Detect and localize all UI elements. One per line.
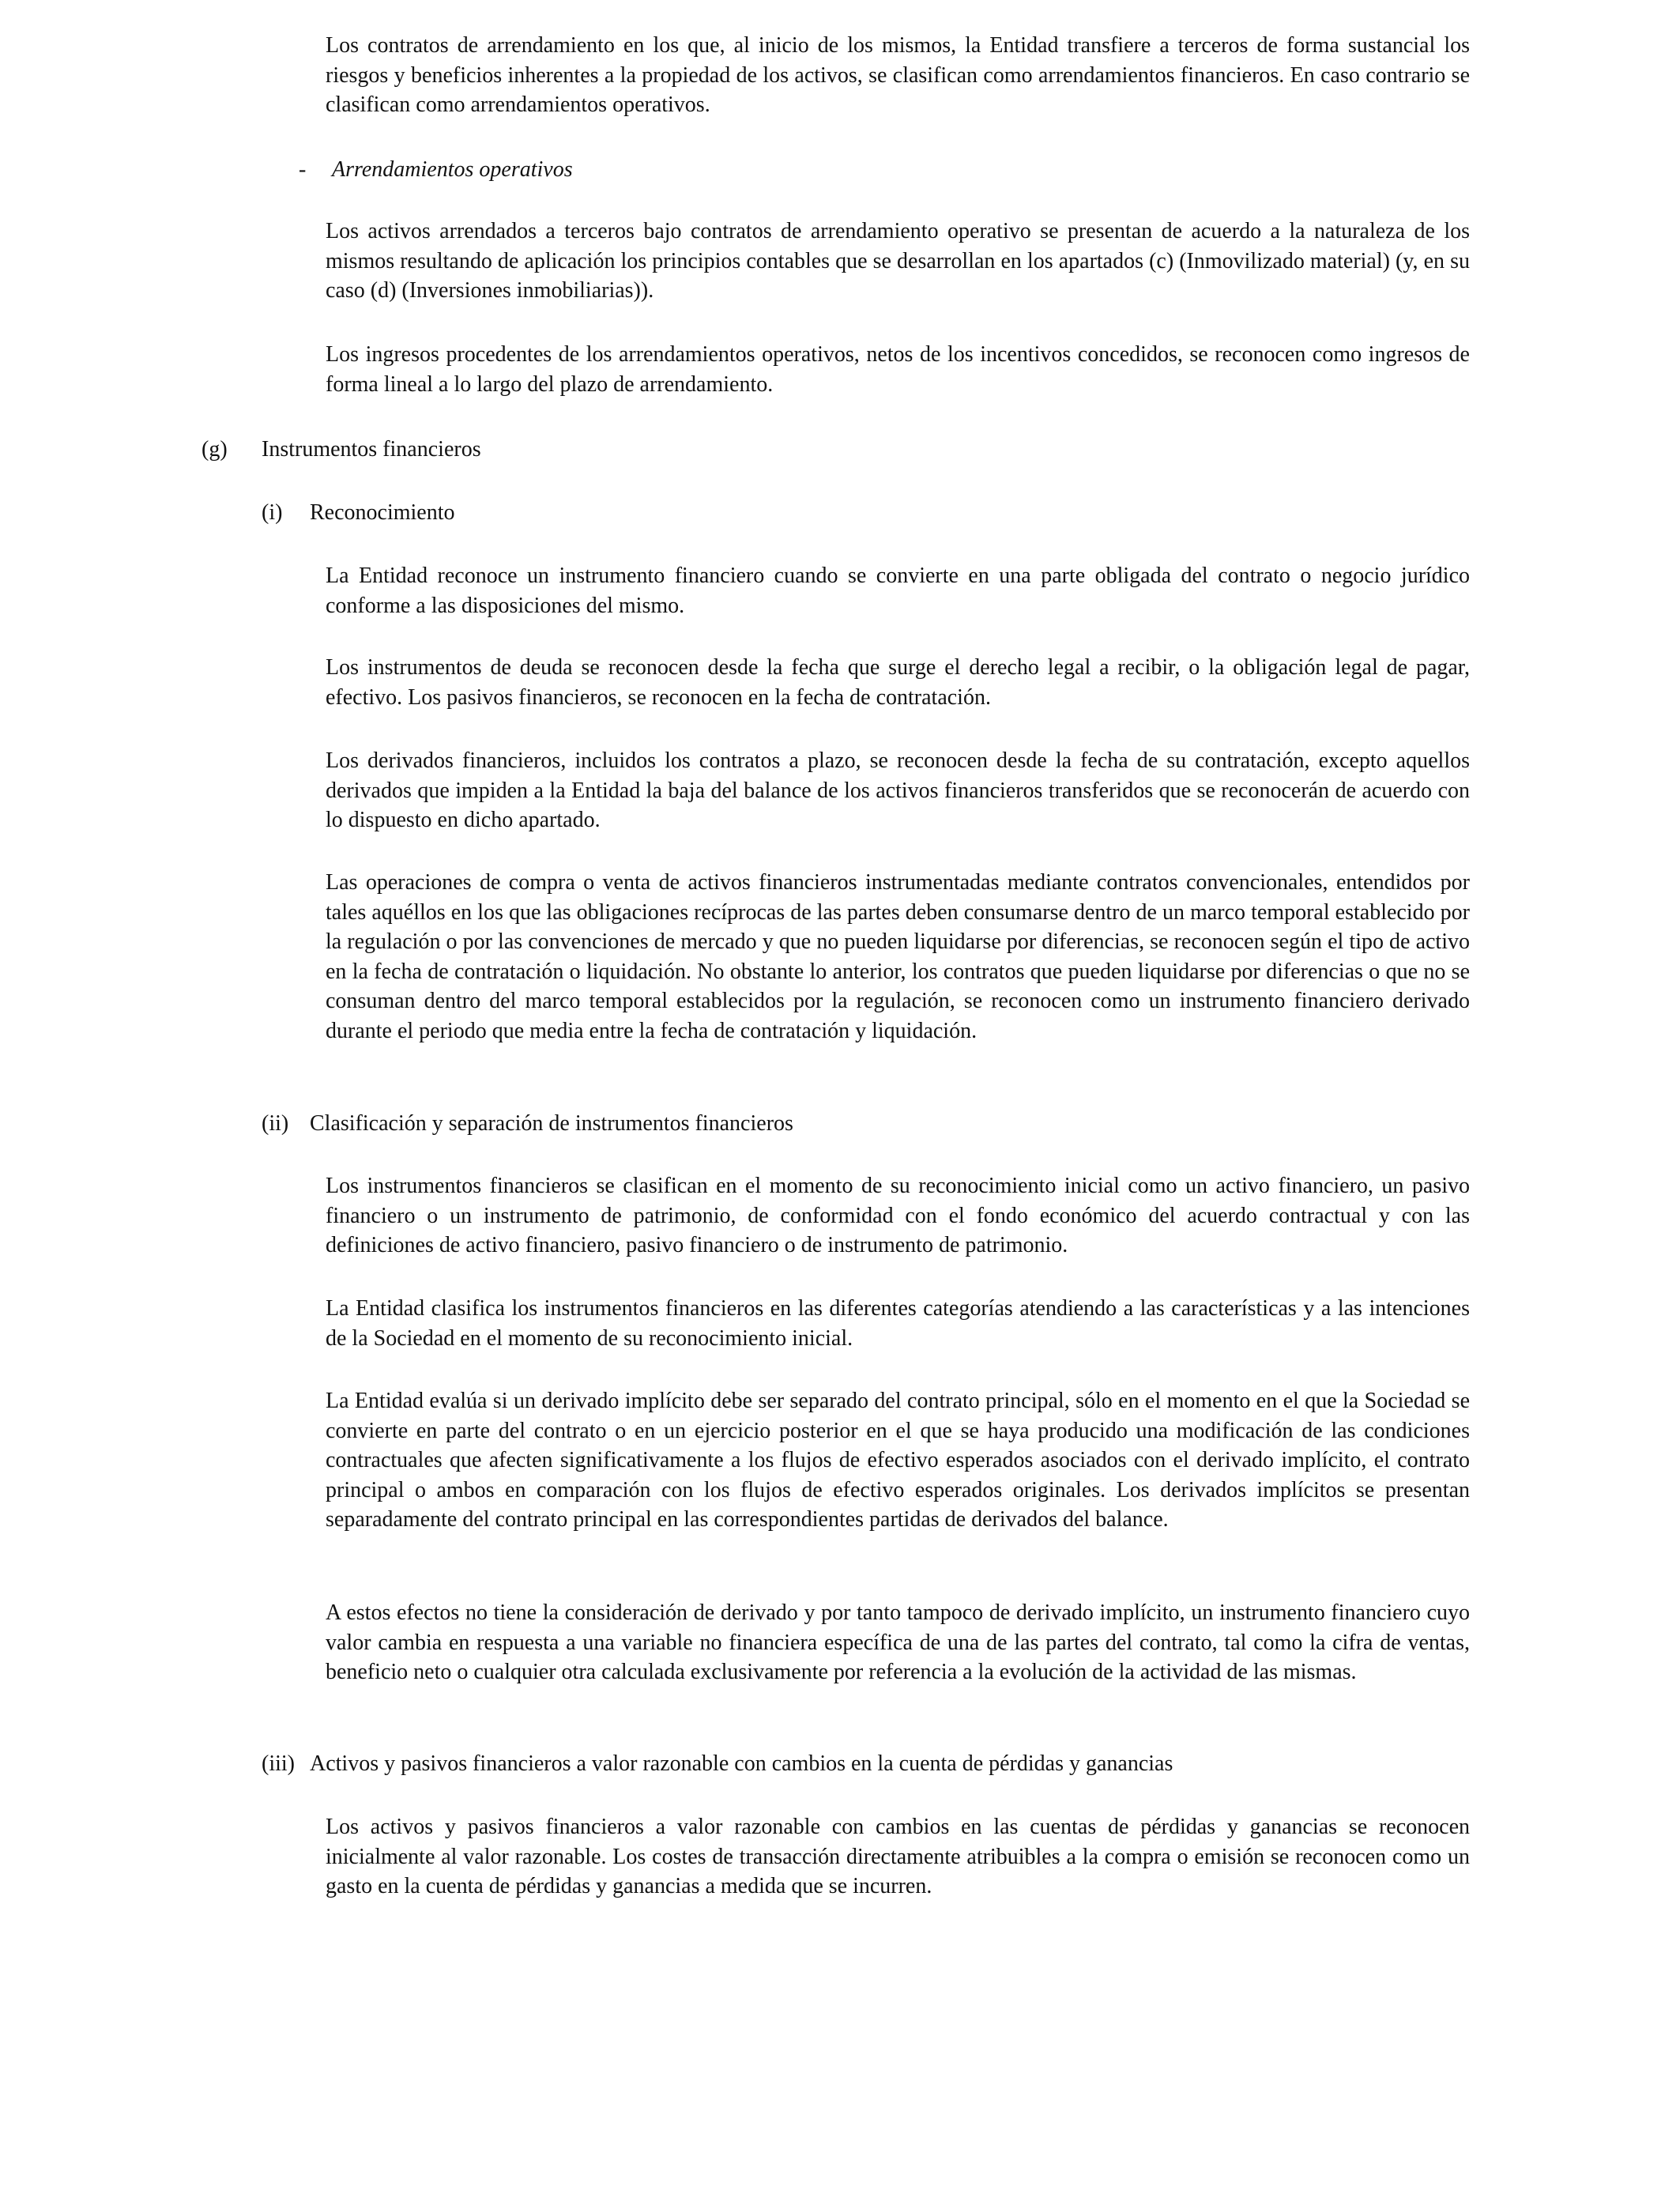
paragraph-clasificacion-4: A estos efectos no tiene la consideración de derivado y por tanto tampoco de derivado implícito, un instrumento financiero cuyo valor cambia en respuesta a una variable no financiera específica de una de las partes del contrato, tal como la cifra de ventas, beneficio neto o cualquier otra calculada exclusivamente por referencia a la evolución de la actividad de las mismas. xyxy=(326,1600,1470,1684)
subsection-ii-marker: (ii) xyxy=(262,1111,289,1136)
paragraph-reconocimiento-2: Los instrumentos de deuda se reconocen desde la fecha que surge el derecho legal a recibir, o la obligación legal de pagar, efectivo. Los pasivos financieros, se reconocen en la fecha de contratación. xyxy=(326,655,1470,710)
paragraph-reconocimiento-3: Los derivados financieros, incluidos los contratos a plazo, se reconocen desde la fecha de su contratación, excepto aquellos derivados que impiden a la Entidad la baja del balance de los activos financieros transferidos que se reconocerán de acuerdo con lo dispuesto en dicho apartado. xyxy=(326,748,1470,832)
paragraph-reconocimiento-1: La Entidad reconoce un instrumento financiero cuando se convierte en una parte obligada del contrato o negocio jurídico conforme a las disposiciones del mismo. xyxy=(326,564,1470,618)
section-g-marker: (g) xyxy=(202,437,228,462)
subsection-ii-title: Clasificación y separación de instrumentos financieros xyxy=(310,1111,793,1136)
paragraph-ingresos-arrendamientos: Los ingresos procedentes de los arrendamientos operativos, netos de los incentivos concedidos, se reconocen como ingresos de forma lineal a lo largo del plazo de arrendamiento. xyxy=(326,342,1470,397)
paragraph-valor-razonable: Los activos y pasivos financieros a valor razonable con cambios en las cuentas de pérdidas y ganancias se reconocen inicialmente al valor razonable. Los costes de transacción directamente atribuibles a la compra o emisión se reconocen como un gasto en la cuenta de pérdidas y ganancias a medida que se incurren. xyxy=(326,1815,1470,1898)
bullet-dash: - xyxy=(299,157,307,182)
subheading-arrendamientos-operativos: Arrendamientos operativos xyxy=(332,157,573,182)
paragraph-reconocimiento-4: Las operaciones de compra o venta de activos financieros instrumentadas mediante contratos convencionales, entendidos por tales aquéllos en los que las obligaciones recíprocas de las partes deben consumarse dentro de un marco temporal establecido por la regulación o por las convenciones de mercado y que no pueden liquidarse por diferencias, se reconocen según el tipo de activo en la fecha de contratación o liquidación. No obstante lo anterior, los contratos que pueden liquidarse por diferencias o que no se consuman dentro del marco temporal establecidos por la regulación, se reconocen como un instrumento financiero derivado durante el periodo que media entre la fecha de contratación y liquidación. xyxy=(326,870,1470,1043)
paragraph-clasificacion-3: La Entidad evalúa si un derivado implícito debe ser separado del contrato principal, sólo en el momento en el que la Sociedad se convierte en parte del contrato o en un ejercicio posterior en el que se haya producido una modificación de las condiciones contractuales que afecten significativamente a los flujos de efectivo esperados asociados con el derivado implícito, el contrato principal o ambos en comparación con los flujos de efectivo esperados originales. Los derivados implícitos se presentan separadamente del contrato principal en las correspondientes partidas de derivados del balance. xyxy=(326,1389,1470,1532)
subsection-iii-marker: (iii) xyxy=(262,1751,295,1776)
subsection-iii-title: Activos y pasivos financieros a valor razonable con cambios en la cuenta de pérdidas y ganancias xyxy=(310,1751,1173,1776)
paragraph-arrendamientos-financieros: Los contratos de arrendamiento en los que, al inicio de los mismos, la Entidad transfiere a terceros de forma sustancial los riesgos y beneficios inherentes a la propiedad de los activos, se clasifican como arrendamientos financieros. En caso contrario se clasifican como arrendamientos operativos. xyxy=(326,33,1470,117)
paragraph-clasificacion-1: Los instrumentos financieros se clasifican en el momento de su reconocimiento inicial como un activo financiero, un pasivo financiero o un instrumento de patrimonio, de conformidad con el fondo económico del acuerdo contractual y con las definiciones de activo financiero, pasivo financiero o de instrumento de patrimonio. xyxy=(326,1174,1470,1257)
paragraph-activos-arrendados: Los activos arrendados a terceros bajo contratos de arrendamiento operativo se presentan de acuerdo a la naturaleza de los mismos resultando de aplicación los principios contables que se desarrollan en los apartados (c) (Inmovilizado material) (y, en su caso (d) (Inversiones inmobiliarias)). xyxy=(326,219,1470,303)
paragraph-clasificacion-2: La Entidad clasifica los instrumentos financieros en las diferentes categorías atendiendo a las características y a las intenciones de la Sociedad en el momento de su reconocimiento inicial. xyxy=(326,1296,1470,1351)
section-g-title: Instrumentos financieros xyxy=(262,437,481,462)
subsection-i-title: Reconocimiento xyxy=(310,500,455,525)
subsection-i-marker: (i) xyxy=(262,500,283,525)
